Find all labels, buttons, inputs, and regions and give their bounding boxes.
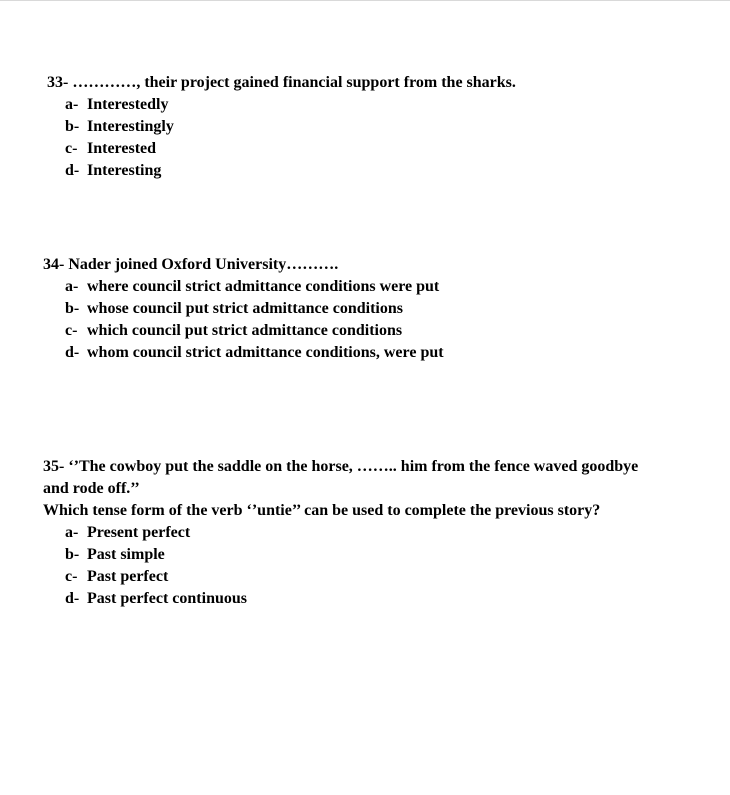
option-text: Interestingly xyxy=(87,118,174,135)
top-divider xyxy=(0,0,730,1)
option-text: whom council strict admittance conditions, were put xyxy=(87,344,444,361)
option-text: where council strict admittance conditions were put xyxy=(87,278,440,295)
option-letter: d- xyxy=(65,162,80,179)
option-text: Past perfect xyxy=(87,568,169,585)
option-a xyxy=(43,94,683,116)
question-34 xyxy=(43,254,683,364)
option-c xyxy=(43,320,683,342)
option-d xyxy=(43,160,683,182)
option-d xyxy=(43,588,683,610)
option-letter: a- xyxy=(65,524,79,541)
question-35 xyxy=(43,456,683,610)
option-letter: a- xyxy=(65,96,79,113)
option-text: Interesting xyxy=(87,162,162,179)
option-b xyxy=(43,298,683,320)
question-prompt: Which tense form of the verb ‘’untie’’ can be used to complete the previous story? xyxy=(43,502,601,519)
option-letter: b- xyxy=(65,300,80,317)
option-text: whose council put strict admittance conditions xyxy=(87,300,403,317)
option-d xyxy=(43,342,683,364)
question-33 xyxy=(43,72,683,182)
option-a xyxy=(43,276,683,298)
option-letter: c- xyxy=(65,322,78,339)
options-list xyxy=(43,276,683,364)
option-text: Past simple xyxy=(87,546,165,563)
option-text: which council put strict admittance conditions xyxy=(87,322,403,339)
option-letter: d- xyxy=(65,590,80,607)
option-text: Interested xyxy=(87,140,157,157)
option-letter: c- xyxy=(65,568,78,585)
option-letter: a- xyxy=(65,278,79,295)
option-letter: c- xyxy=(65,140,78,157)
option-letter: d- xyxy=(65,344,80,361)
option-a xyxy=(43,522,683,544)
option-text: Present perfect xyxy=(87,524,191,541)
options-list xyxy=(43,94,683,182)
option-c xyxy=(43,566,683,588)
question-stem-line-1: 35- ‘’The cowboy put the saddle on the horse, …….. him from the fence waved goodbye xyxy=(43,458,639,475)
option-letter: b- xyxy=(65,546,80,563)
option-text: Past perfect continuous xyxy=(87,590,247,607)
option-text: Interestedly xyxy=(87,96,169,113)
option-letter: b- xyxy=(65,118,80,135)
option-c xyxy=(43,138,683,160)
option-b xyxy=(43,116,683,138)
option-b xyxy=(43,544,683,566)
question-stem: 34- Nader joined Oxford University………. xyxy=(43,256,339,273)
question-stem-line-2: and rode off.’’ xyxy=(43,480,140,497)
question-stem: 33- …………, their project gained financial support from the sharks. xyxy=(47,74,516,91)
options-list xyxy=(43,522,683,610)
